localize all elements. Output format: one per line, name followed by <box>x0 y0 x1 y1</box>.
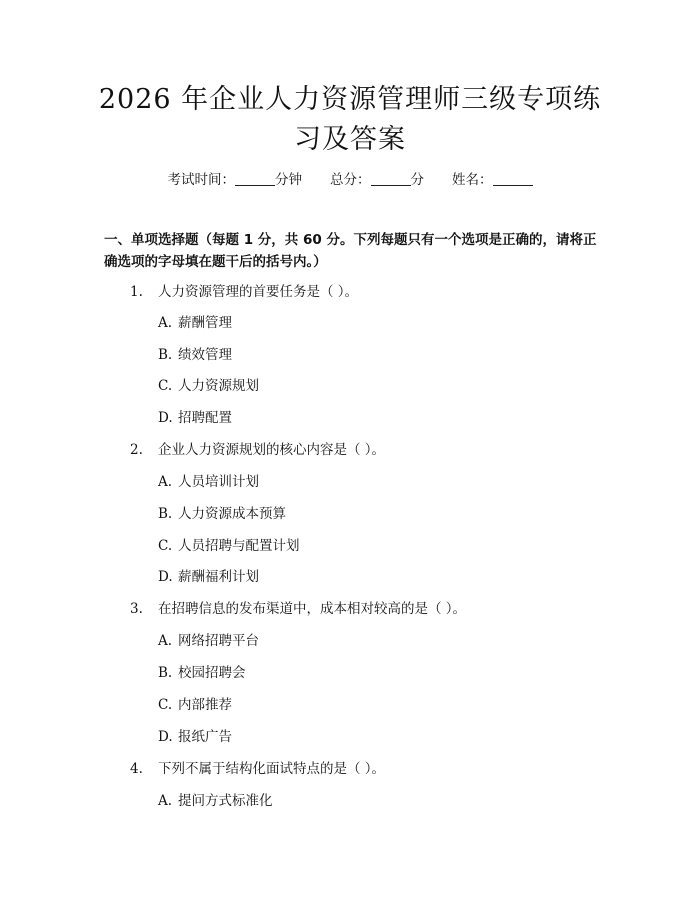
option-text: 校园招聘会 <box>178 665 246 681</box>
option-letter: B. <box>158 506 173 522</box>
option <box>158 792 273 810</box>
option-text: 人员培训计划 <box>178 474 259 490</box>
option-letter: C. <box>158 538 173 554</box>
option <box>158 409 232 427</box>
option-text: 绩效管理 <box>178 347 232 363</box>
question-number: 2. <box>130 442 143 458</box>
question <box>130 760 385 778</box>
name-blank <box>493 172 533 186</box>
name-label: 姓名： <box>452 172 493 188</box>
option <box>158 664 246 682</box>
score-unit: 分 <box>410 172 424 188</box>
option-text: 薪酬管理 <box>178 315 232 331</box>
option-text: 网络招聘平台 <box>178 633 259 649</box>
option-text: 报纸广告 <box>178 729 232 745</box>
option <box>158 377 259 395</box>
question-text: 下列不属于结构化面试特点的是（ ）。 <box>158 761 386 777</box>
question-text: 企业人力资源规划的核心内容是（ ）。 <box>158 442 386 458</box>
option-letter: D. <box>158 569 173 585</box>
option-letter: C. <box>158 378 173 394</box>
option-text: 薪酬福利计划 <box>178 569 259 585</box>
option-letter: D. <box>158 410 173 426</box>
question-text: 人力资源管理的首要任务是（ ）。 <box>158 284 359 300</box>
option-text: 人力资源规划 <box>178 378 259 394</box>
option-text: 人员招聘与配置计划 <box>178 538 300 554</box>
question-number: 4. <box>130 761 143 777</box>
option-letter: C. <box>158 697 173 713</box>
option-letter: A. <box>158 315 173 331</box>
option-letter: B. <box>158 665 173 681</box>
option <box>158 728 232 746</box>
option-letter: A. <box>158 633 173 649</box>
option <box>158 314 232 332</box>
time-blank <box>235 172 275 186</box>
option-letter: A. <box>158 474 173 490</box>
question <box>130 283 358 301</box>
option-text: 提问方式标准化 <box>178 793 273 809</box>
option <box>158 346 232 364</box>
option <box>158 537 300 555</box>
question-number: 3. <box>130 601 143 617</box>
option-text: 人力资源成本预算 <box>178 506 286 522</box>
option-letter: A. <box>158 793 173 809</box>
option <box>158 505 286 523</box>
exam-time-field <box>168 172 303 188</box>
section-heading: 一、单项选择题（每题 1 分，共 60 分。下列每题只有一个选项是正确的，请将正确选项的字母填在题干后的括号内。） <box>104 232 597 270</box>
option <box>158 568 259 586</box>
option-text: 内部推荐 <box>178 697 232 713</box>
question <box>130 600 466 618</box>
score-field <box>330 172 424 188</box>
option-text: 招聘配置 <box>178 410 232 426</box>
question-text: 在招聘信息的发布渠道中，成本相对较高的是（ ）。 <box>158 601 467 617</box>
exam-meta <box>0 168 700 188</box>
time-unit: 分钟 <box>275 172 302 188</box>
name-field <box>452 172 533 188</box>
time-label: 考试时间： <box>167 172 235 188</box>
option-letter: D. <box>158 729 173 745</box>
question-number: 1. <box>130 284 143 300</box>
option <box>158 632 259 650</box>
score-label: 总分： <box>330 172 371 188</box>
option <box>158 696 232 714</box>
score-blank <box>371 172 411 186</box>
option-letter: B. <box>158 347 173 363</box>
option <box>158 473 259 491</box>
exam-title: 2026 年企业人力资源管理师三级专项练习及答案 <box>98 84 602 155</box>
question <box>130 441 385 459</box>
